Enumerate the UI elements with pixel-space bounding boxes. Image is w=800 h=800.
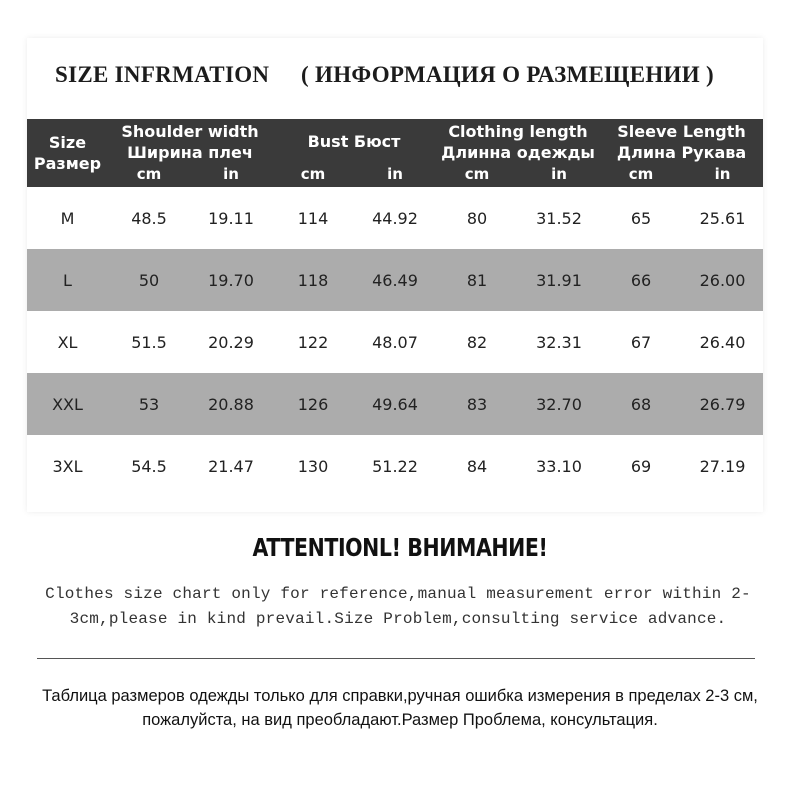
table-cell: 81	[436, 249, 518, 311]
table-row	[27, 311, 763, 373]
table-cell: 49.64	[354, 373, 436, 435]
table-cell: 66	[600, 249, 682, 311]
header-sleeve	[600, 119, 763, 164]
table-cell: 67	[630, 332, 652, 352]
table-cell: 130	[297, 456, 329, 476]
table-cell: 32.31	[536, 332, 582, 352]
unit-label: in	[354, 164, 436, 187]
table-cell: 51.5	[131, 332, 167, 352]
table-cell: 19.70	[190, 249, 272, 311]
table-cell: 51.22	[372, 456, 418, 476]
header-size	[27, 119, 108, 187]
header-size-ru: Размер	[33, 154, 102, 173]
unit-label: in	[518, 164, 600, 187]
header-length	[436, 119, 600, 164]
table-cell: 82	[466, 332, 488, 352]
unit-label: cm	[436, 164, 518, 187]
table-cell: 118	[272, 249, 354, 311]
table-cell: 19.11	[208, 208, 254, 228]
table-cell: 20.88	[190, 373, 272, 435]
russian-note: Таблица размеров одежды только для справки,ручная ошибка измерения в пределах 2-3 см, пожалуйста, на вид преобладают.Размер Проблема, консультация.	[42, 687, 758, 729]
table-cell: 84	[466, 456, 488, 476]
size-cell: M	[60, 208, 75, 228]
table-cell: 32.70	[518, 373, 600, 435]
header-length-ru: Длинна одежды	[441, 142, 595, 162]
size-cell: L	[27, 249, 108, 311]
header-shoulder-en: Shoulder width	[121, 121, 259, 141]
header-shoulder-ru: Ширина плеч	[127, 142, 253, 162]
table-cell: 80	[466, 208, 488, 228]
unit-label: cm	[108, 164, 190, 187]
size-cell: XL	[57, 332, 78, 352]
header-length-en: Clothing length	[448, 121, 588, 141]
table-cell: 65	[630, 208, 652, 228]
page-subtitle: ( ИНФОРМАЦИЯ О РАЗМЕЩЕНИИ )	[301, 62, 714, 87]
table-cell: 50	[108, 249, 190, 311]
table-cell: 26.00	[682, 249, 763, 311]
table-cell: 25.61	[699, 208, 746, 228]
size-cell: 3XL	[52, 456, 83, 476]
size-cell: XXL	[27, 373, 108, 435]
table-row	[27, 187, 763, 249]
table-cell: 26.40	[699, 332, 746, 352]
table-cell: 46.49	[354, 249, 436, 311]
header-bust-label: Bust Бюст	[307, 132, 401, 151]
table-cell: 27.19	[699, 456, 746, 476]
table-units-row	[27, 164, 763, 187]
english-note: Clothes size chart only for reference,manual measurement error within 2-3cm,please in kind prevail.Size Problem,consulting service advance.	[45, 585, 751, 628]
title-row	[27, 60, 763, 96]
table-cell: 20.29	[208, 332, 254, 352]
unit-label: cm	[600, 164, 682, 187]
table-row	[27, 435, 763, 497]
table-cell: 53	[108, 373, 190, 435]
divider	[37, 658, 755, 659]
header-shoulder	[108, 119, 272, 164]
table-cell: 114	[297, 208, 329, 228]
header-size-en: Size	[48, 133, 87, 152]
header-bust	[272, 119, 436, 164]
table-row	[27, 249, 763, 311]
table-cell: 54.5	[131, 456, 167, 476]
attention-heading: ATTENTIONL! ВНИМАНИЕ!	[252, 533, 548, 562]
table-cell: 69	[630, 456, 652, 476]
table-cell: 31.91	[518, 249, 600, 311]
table-header-row	[27, 119, 763, 164]
table-cell: 21.47	[208, 456, 254, 476]
table-row	[27, 373, 763, 435]
table-cell: 68	[600, 373, 682, 435]
header-sleeve-ru: Длина Рукава	[616, 142, 747, 162]
table-cell: 31.52	[536, 208, 582, 228]
unit-label: cm	[272, 164, 354, 187]
table-cell: 26.79	[682, 373, 763, 435]
table-cell: 122	[297, 332, 329, 352]
table-cell: 83	[436, 373, 518, 435]
table-cell: 126	[272, 373, 354, 435]
table-cell: 48.5	[131, 208, 167, 228]
unit-label: in	[190, 164, 272, 187]
table-cell: 48.07	[372, 332, 418, 352]
size-table	[27, 119, 763, 497]
table-cell: 44.92	[372, 208, 418, 228]
header-sleeve-en: Sleeve Length	[617, 121, 746, 141]
table-cell: 33.10	[536, 456, 582, 476]
unit-label: in	[682, 164, 763, 187]
page-title: SIZE INFRMATION	[55, 62, 270, 87]
